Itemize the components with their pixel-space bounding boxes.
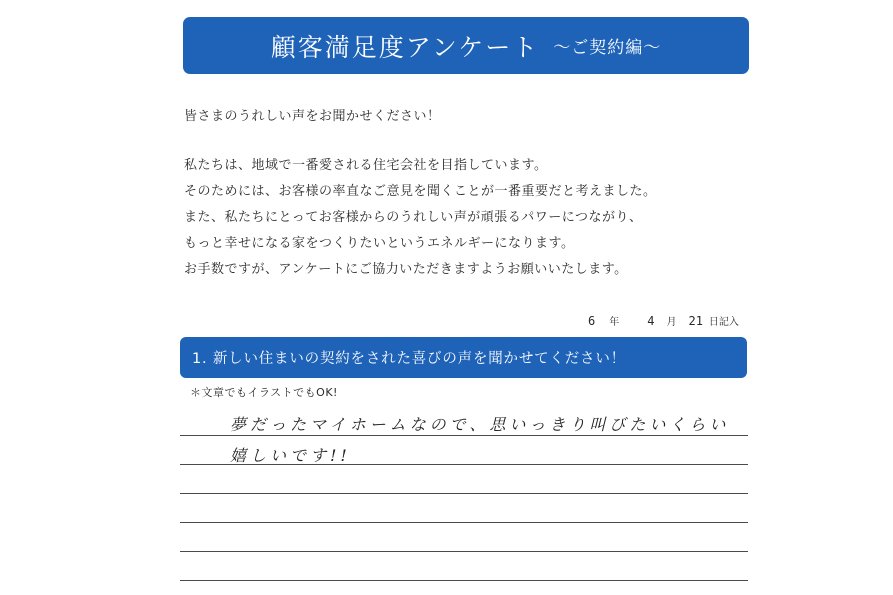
handwritten-answer-line: 嬉しいです!! <box>230 446 351 465</box>
question-1-label: 1. 新しい住まいの契約をされた喜びの声を聞かせてください！ <box>192 351 626 367</box>
date-day: 21 <box>688 314 703 328</box>
date-year: 6 <box>588 314 596 328</box>
answer-rule <box>180 551 748 552</box>
intro-line: 私たちは、地域で一番愛される住宅会社を目指しています。 <box>184 158 548 173</box>
answer-rule <box>180 493 748 494</box>
intro-line: お手数ですが、アンケートにご協力いただきますようお願いいたします。 <box>184 262 628 277</box>
question-1-banner <box>180 337 747 378</box>
intro-line: また、私たちにとってお客様からのうれしい声が頑張るパワーにつながり、 <box>184 210 643 225</box>
answer-rule <box>180 435 748 436</box>
intro-lead: 皆さまのうれしい声をお聞かせください！ <box>184 109 441 124</box>
question-1-note: ＊文章でもイラストでもOK! <box>190 386 338 399</box>
answer-rule <box>180 464 748 465</box>
date-month-unit: 月 <box>666 317 677 328</box>
intro-line: そのためには、お客様の率直なご意見を聞くことが一番重要だと考えました。 <box>184 184 657 199</box>
intro-line: もっと幸せになる家をつくりたいというエネルギーになります。 <box>184 236 575 251</box>
date-year-unit: 年 <box>609 317 620 328</box>
handwritten-answer-line: 夢だったマイホームなので、思いっきり叫びたいくらい <box>230 415 730 434</box>
page-subtitle: ～ご契約編～ <box>553 38 662 58</box>
date-month: 4 <box>647 314 655 328</box>
title-banner <box>183 17 749 74</box>
page-title: 顧客満足度アンケート <box>270 32 540 62</box>
answer-rule <box>180 580 748 581</box>
answer-rule <box>180 522 748 523</box>
intro-paragraph <box>184 153 657 283</box>
date-day-unit: 日記入 <box>708 317 739 328</box>
entry-date <box>588 313 748 328</box>
